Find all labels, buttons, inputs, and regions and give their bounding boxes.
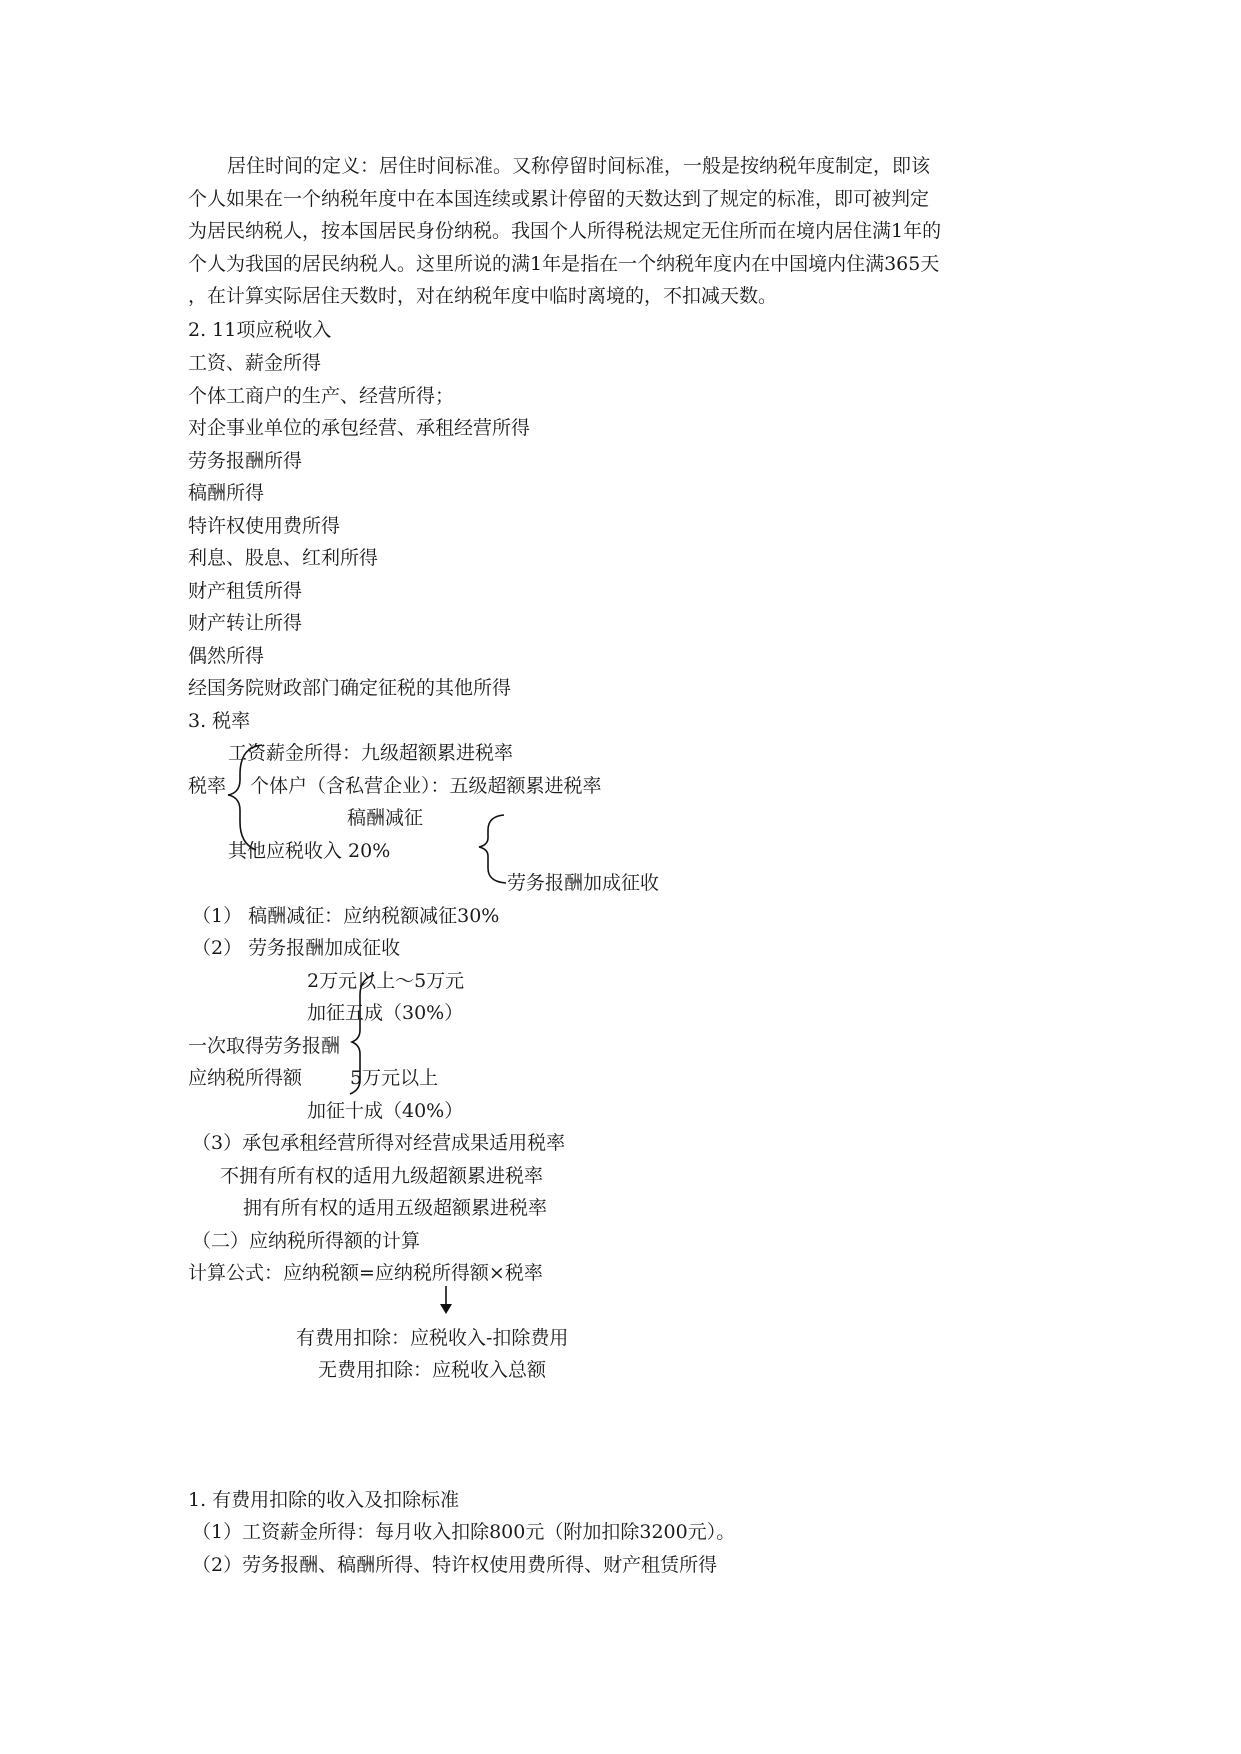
income-item: 经国务院财政部门确定征税的其他所得 — [188, 677, 512, 699]
tax-rate-individual: 个体户（含私营企业）：五级超额累进税率 — [250, 775, 602, 797]
income-item: 利息、股息、红利所得 — [188, 547, 379, 569]
labor-surcharge-2: 加征十成（40%） — [307, 1100, 464, 1122]
labor-left-label-2: 应纳税所得额 — [188, 1067, 303, 1089]
income-item: 特许权使用费所得 — [188, 515, 341, 537]
tax-rate-royalty-reduce: 稿酬减征 — [347, 807, 424, 829]
deduction-item-labor: （2）劳务报酬、稿酬所得、特许权使用费所得、财产租赁所得 — [192, 1554, 718, 1576]
income-item: 偶然所得 — [188, 645, 265, 667]
section-heading-taxable-income: 2. 11项应税收入 — [188, 319, 332, 341]
income-item: 稿酬所得 — [188, 482, 265, 504]
calc-with-deduction: 有费用扣除：应税收入-扣除费用 — [296, 1327, 569, 1349]
tax-rate-wages: 工资薪金所得：九级超额累进税率 — [228, 742, 514, 764]
formula-arrow-head — [440, 1304, 452, 1314]
calc-formula: 计算公式：应纳税额=应纳税所得额×税率 — [188, 1262, 543, 1284]
labor-surcharge-brace — [350, 975, 374, 1094]
paragraph-line: 居住时间的定义：居住时间标准。又称停留时间标准，一般是按纳税年度制定，即该 — [227, 155, 931, 177]
income-item: 工资、薪金所得 — [188, 352, 322, 374]
income-item: 个体工商户的生产、经营所得； — [188, 385, 455, 407]
royalty-labor-brace — [479, 815, 506, 883]
income-item: 对企事业单位的承包经营、承租经营所得 — [188, 417, 531, 439]
labor-range-1: 2万元以上～5万元 — [307, 970, 465, 992]
income-item: 财产租赁所得 — [188, 580, 303, 602]
deduction-heading: 1. 有费用扣除的收入及扣除标准 — [188, 1489, 460, 1511]
income-item: 财产转让所得 — [188, 612, 303, 634]
note-contract-lease: （3）承包承租经营所得对经营成果适用税率 — [192, 1132, 566, 1154]
tax-rate-label: 税率 — [188, 775, 227, 797]
paragraph-line: 个人如果在一个纳税年度中在本国连续或累计停留的天数达到了规定的标准，即可被判定 — [188, 187, 930, 210]
note-royalty-reduction: （1） 稿酬减征：应纳税额减征30% — [192, 905, 500, 927]
note-ownership: 拥有所有权的适用五级超额累进税率 — [243, 1197, 548, 1219]
labor-surcharge-1: 加征五成（30%） — [307, 1002, 464, 1024]
labor-range-2: 5万元以上 — [350, 1067, 439, 1089]
note-no-ownership: 不拥有所有权的适用九级超额累进税率 — [220, 1165, 544, 1187]
paragraph-line: ，在计算实际居住天数时，对在纳税年度中临时离境的，不扣减天数。 — [188, 285, 778, 307]
deduction-item-wages: （1）工资薪金所得：每月收入扣除800元（附加扣除3200元）。 — [192, 1521, 736, 1543]
labor-left-label-1: 一次取得劳务报酬 — [188, 1035, 341, 1057]
note-labor-surcharge: （2） 劳务报酬加成征收 — [192, 937, 401, 959]
paragraph-line: 为居民纳税人，按本国居民身份纳税。我国个人所得税法规定无住所而在境内居住满1年的 — [188, 220, 942, 242]
tax-rate-labor-add: 劳务报酬加成征收 — [507, 872, 660, 894]
paragraph-line: 个人为我国的居民纳税人。这里所说的满1年是指在一个纳税年度内在中国境内住满365天 — [188, 252, 940, 275]
income-item: 劳务报酬所得 — [188, 450, 303, 472]
tax-rate-other: 其他应税收入 20% — [228, 840, 391, 862]
tax-rate-main-brace — [228, 745, 262, 850]
calc-without-deduction: 无费用扣除：应税收入总额 — [318, 1359, 547, 1381]
calc-heading: （二）应纳税所得额的计算 — [192, 1230, 421, 1252]
section-heading-tax-rate: 3. 税率 — [188, 710, 251, 732]
